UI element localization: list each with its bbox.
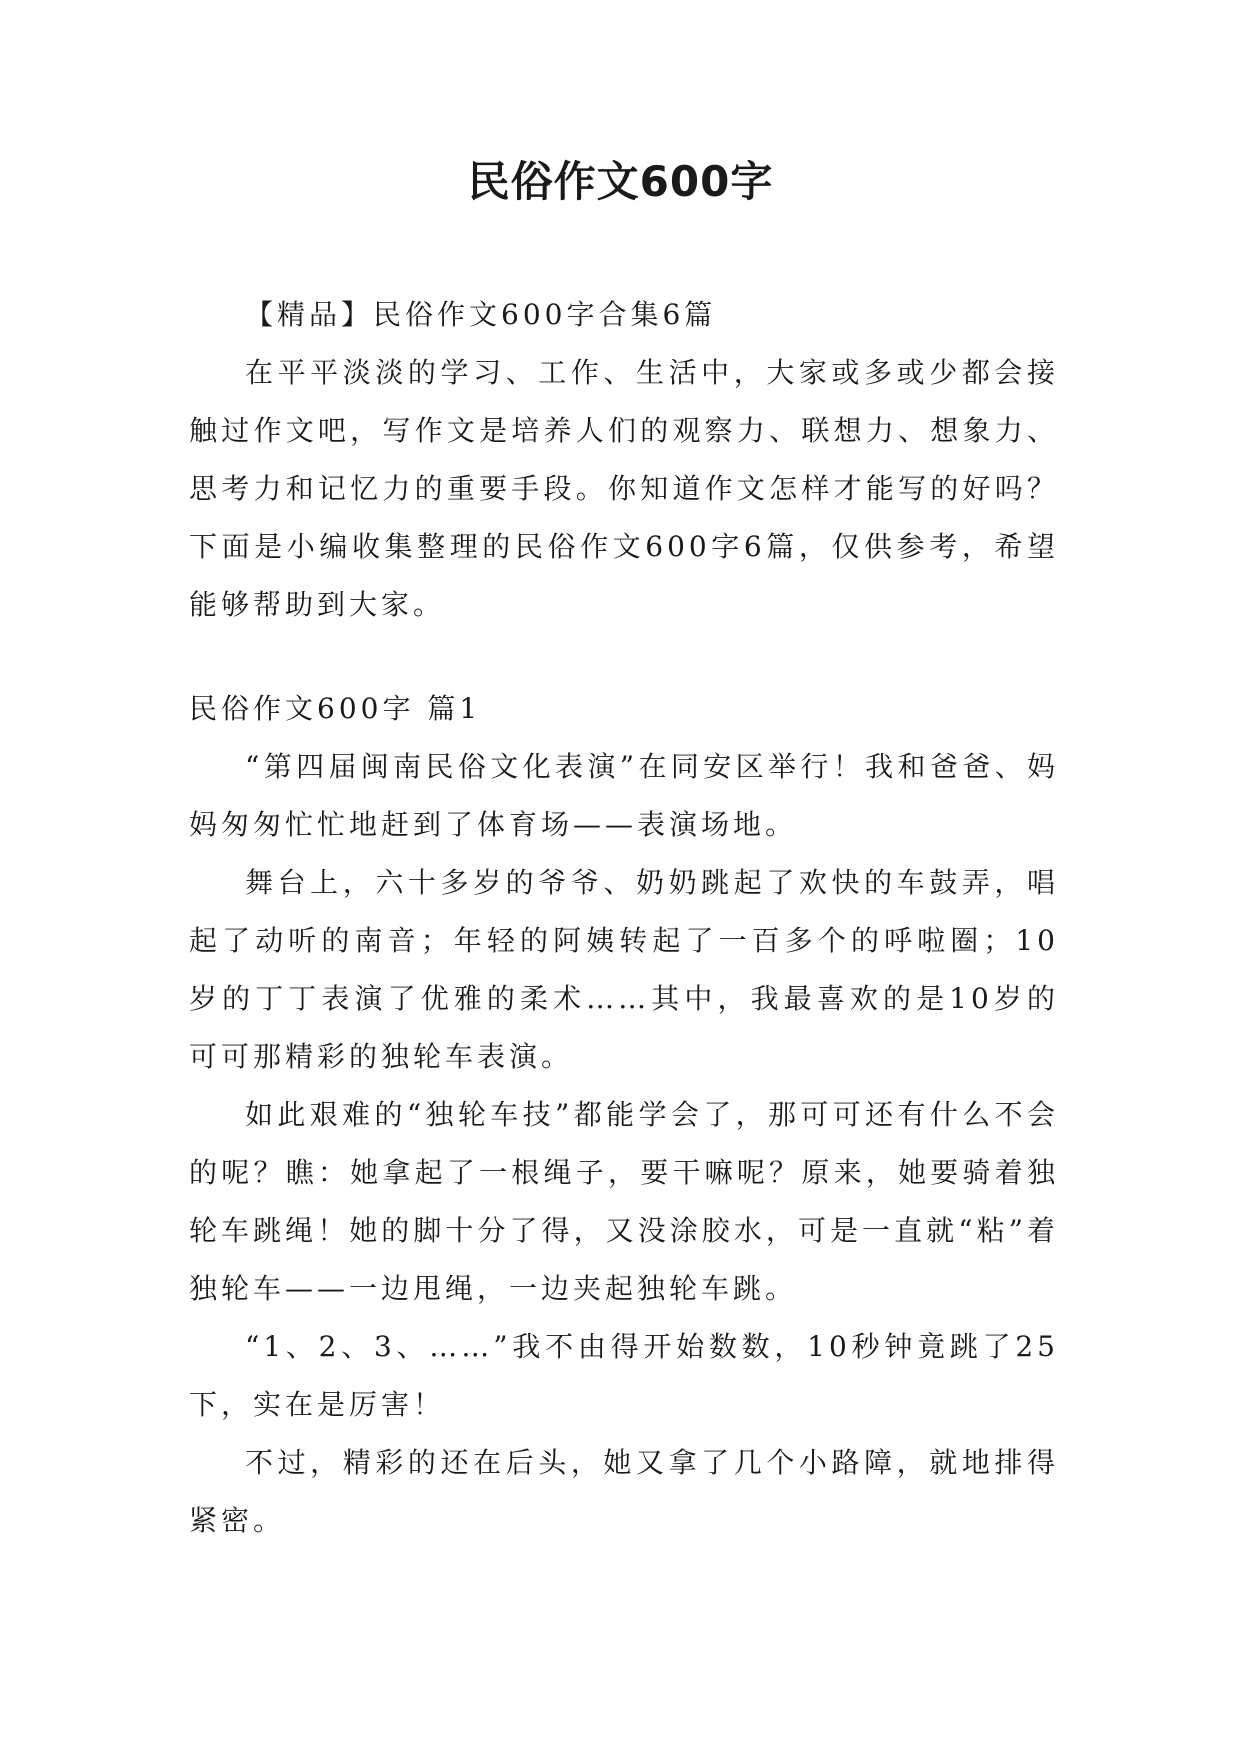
document-body (189, 286, 1059, 1550)
paragraph: 如此艰难的“独轮车技”都能学会了，那可可还有什么不会的呢？瞧：她拿起了一根绳子，要干嘛呢？原来，她要骑着独轮车跳绳！她的脚十分了得，又没涂胶水，可是一直就“粘”着独轮车——一边甩绳，一边夹起独轮车跳。 (189, 1098, 1059, 1305)
intro-paragraph: 在平平淡淡的学习、工作、生活中，大家或多或少都会接触过作文吧，写作文是培养人们的观察力、联想力、想象力、思考力和记忆力的重要手段。你知道作文怎样才能写的好吗？下面是小编收集整理的民俗作文600字6篇，仅供参考，希望能够帮助到大家。 (189, 356, 1059, 621)
paragraph: “1、2、3、……”我不由得开始数数，10秒钟竟跳了25下，实在是厉害！ (189, 1330, 1059, 1421)
section-heading: 民俗作文600字 篇1 (189, 692, 482, 725)
intro-heading: 【精品】民俗作文600字合集6篇 (245, 298, 717, 331)
document-title: 民俗作文600字 (467, 157, 774, 206)
paragraph: 不过，精彩的还在后头，她又拿了几个小路障，就地排得紧密。 (189, 1446, 1059, 1537)
paragraph: 舞台上，六十多岁的爷爷、奶奶跳起了欢快的车鼓弄，唱起了动听的南音；年轻的阿姨转起了一百多个的呼啦圈；10岁的丁丁表演了优雅的柔术……其中，我最喜欢的是10岁的可可那精彩的独轮车表演。 (189, 866, 1059, 1073)
paragraph: “第四届闽南民俗文化表演”在同安区举行！我和爸爸、妈妈匆匆忙忙地赶到了体育场——表演场地。 (189, 750, 1059, 841)
